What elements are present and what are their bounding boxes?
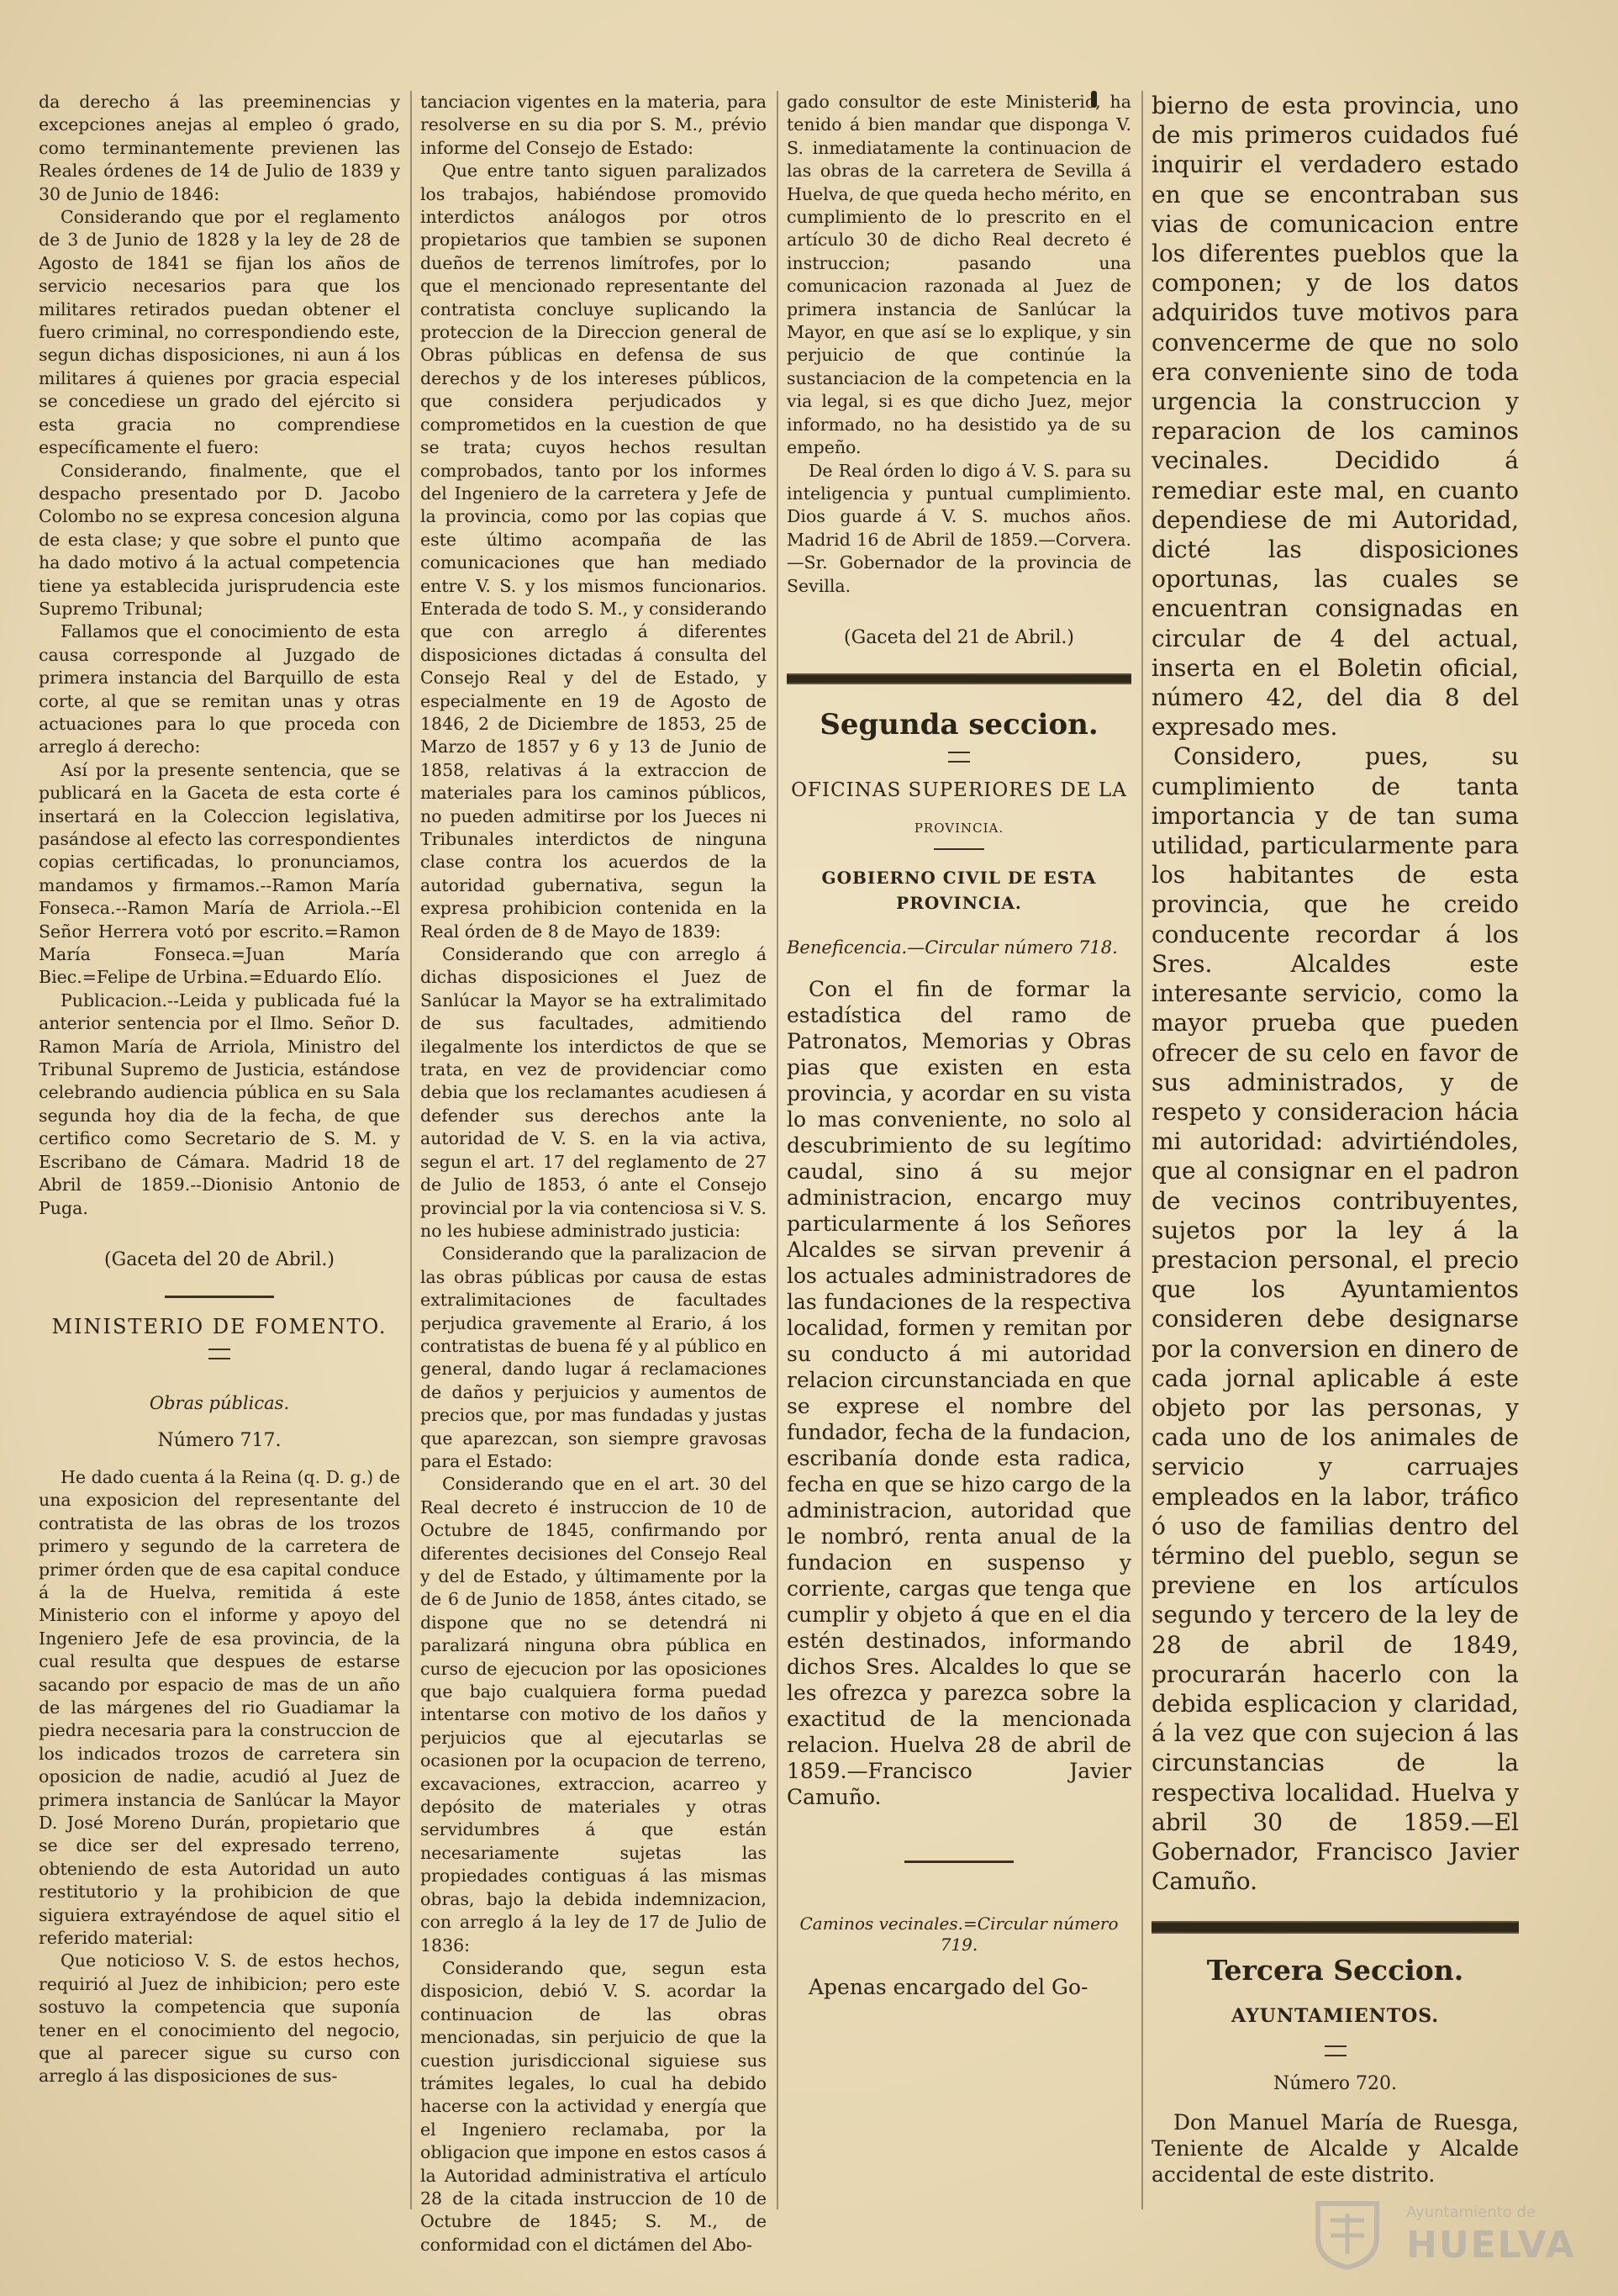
section-heading: MINISTERIO DE FOMENTO. xyxy=(51,1314,387,1338)
column-1 xyxy=(39,91,400,2088)
paragraph: Fallamos que el conocimiento de esta causa corresponde al Juzgado de primera instancia del Barquillo de esta corte, al que se remitan unas y otras actuaciones para lo que proceda con arreglo á derecho: xyxy=(39,621,400,757)
office-heading-sub: PROVINCIA. xyxy=(914,820,1004,836)
paragraph: De Real órden lo digo á V. S. para su inteligencia y puntual cumplimiento. Dios guarde á V. S. muchos años. Madrid 16 de Abril de 1859.—Corvera.—Sr. Gobernador de la provincia de Sevilla. xyxy=(787,460,1131,596)
watermark xyxy=(1305,2195,1574,2271)
paragraph: Considerando que por el reglamento de 3 de Junio de 1828 y la ley de 28 de Agosto de 1841 se fijan los años de servicio necesarios para que los militares retirados puedan obtener el fuero criminal, no correspondiendo este, segun dichas disposiciones, ni aun á los militares á quienes por gracia especial se concediese un grado del ejército si esta gracia no comprendiese específicamente el fuero: xyxy=(39,207,400,458)
shield-icon xyxy=(1305,2195,1389,2271)
watermark-line-1: Ayuntamiento de xyxy=(1406,2204,1536,2221)
heavy-rule xyxy=(787,673,1131,684)
office-heading: OFICINAS SUPERIORES DE LA xyxy=(791,779,1127,801)
paragraph: Considerando que, segun esta disposicion, debió V. S. acordar la continuacion de las obras mencionadas, sin perjuicio de que la cuestion jurisdiccional siguiese sus trámites legales, lo cual ha debido hacerse con la actividad y energía que el Ingeniero reclamaba, por la obligacion que impone en estos casos á la Autoridad administrativa el artículo 28 de la citada instruccion de 10 de Octubre de 1845; S. M., de conformidad con el dictámen del Abo- xyxy=(420,1957,767,2255)
gaceta-reference: (Gaceta del 20 de Abril.) xyxy=(104,1248,335,1270)
paragraph: Considerando que en el art. 30 del Real decreto é instruccion de 10 de Octubre de 1845, confirmando por diferentes decisiones del Consejo Real y del de Estado, y últimamente por la de 6 de Junio de 1858, ántes citado, se dispone que no se detendrá ni paralizará ninguna obra pública en curso de ejecucion por las oposiciones que bajo cualquiera forma puedad intentarse con motivo de los daños y perjuicios que al ejecutarlas se ocasionen por la ocupacion de terreno, excavaciones, extraccion, acarreo y depósito de materiales y otras servidumbres á que están necesariamente sujetas las propiedades contiguas á las mismas obras, bajo la debida indemnizacion, con arreglo á la ley de 17 de Julio de 1836: xyxy=(420,1474,767,1956)
paragraph: bierno de esta provincia, uno de mis primeros cuidados fué inquirir el verdadero estado en que se encontraban sus vias de comunicacion entre los diferentes pueblos que la componen; y de los datos adquiridos tuve motivos para convencerme de que no solo era conveniente sino de toda urgencia la construccion y reparacion de los caminos vecinales. Decidido á remediar este mal, en cuanto dependiese de mi Autoridad, dicté las disposiciones oportunas, las cuales se encuentran consignadas en circular de 4 del actual, inserta en el Boletin oficial, número 42, del dia 8 del expresado mes. xyxy=(1152,92,1519,742)
heavy-rule xyxy=(1152,1921,1519,1934)
number-label: Número 720. xyxy=(1273,2073,1398,2095)
ayuntamientos-heading: AYUNTAMIENTOS. xyxy=(1231,2005,1440,2028)
paragraph: Considero, pues, su cumplimiento de tanta importancia y de tan suma utilidad, particularmente para los habitantes de esta provincia, que he creido conducente recordar á los Sres. Alcaldes este interesante servicio, como la mayor prueba que pueden ofrecer de su celo en favor de sus administrados, y de respeto y consideracion hácia mi autoridad: advirtiéndoles, que al consignar en el padron de vecinos contribuyentes, sujetos por la ley á la prestacion personal, el precio que los Ayuntamientos consideren debe designarse por la conversion en dinero de cada jornal aplicable á este objeto por las personas, y cada uno de los animales de servicio y carruajes empleados en la labor, tráfico ó uso de familias dentro del término del pueblo, segun se previene en los artículos segundo y tercero de la ley de 28 de abril de 1849, procurarán hacerlo con la debida esplicacion y claridad, á la vez que con sujecion á las circunstancias de la respectiva localidad. Huelva y abril 30 de 1859.—El Gobernador, Francisco Javier Camuño. xyxy=(1152,742,1519,1896)
double-rule xyxy=(1325,2045,1347,2056)
paragraph: Con el fin de formar la estadística del ramo de Patronatos, Memorias y Obras pias que existen en esta provincia, y acordar en su vista lo mas conveniente, no solo al descubrimiento de su legítimo caudal, sino á su mejor administracion, encargo muy particularmente á los Señores Alcaldes se sirvan prevenir á los actuales administradores de las fundaciones de la respectiva localidad, formen y remitan por su conducto á mi autoridad relacion circunstanciada en que se exprese el nombre del fundador, fecha de la fundacion, escribanía donde esta radica, fecha en que se hizo cargo de la administracion, autoridad que le nombró, renta anual de la fundacion en suspenso y corriente, cargas que tenga que cumplir y objeto á que en el dia estén destinados, informando dichos Sres. Alcaldes lo que se les ofrezca y parezca sobre la exactitud de la mencionada relacion. Huelva 28 de abril de 1859.—Francisco Javier Camuño. xyxy=(787,976,1131,1809)
paragraph: He dado cuenta á la Reina (q. D. g.) de una exposicion del representante del contratista de las obras de los trozos primero y segundo de la carretera de primer órden que de esa capital conduce á la de Huelva, remitida á este Ministerio con el informe y apoyo del Ingeniero Jefe de esa provincia, de la cual resulta que despues de estarse sacando por espacio de mas de un año de las márgenes del rio Guadiamar la piedra necesaria para la construccion de los indicados trozos de carretera sin oposicion de nadie, acudió al Juez de primera instancia de Sanlúcar la Mayor D. José Moreno Durán, propietario que se dice ser del expresado terreno, obteniendo de esta Autoridad un auto restitutorio y la prohibicion de que siguiera extrayéndose de aquel sitio el referido material: xyxy=(39,1466,400,1949)
double-rule xyxy=(208,1349,230,1359)
paragraph: gado consultor de este Ministerio, ha tenido á bien mandar que disponga V. S. inmediatamente la continuacion de las obras de la carretera de Sevilla á Huelva, de que queda hecho mérito, en cumplimiento de lo prescrito en el artículo 30 de dicho Real decreto é instruccion; pasando una comunicacion razonada al Juez de primera instancia de Sanlúcar la Mayor, en que así se lo explique, y sin perjuicio de que continúe la sustanciacion de la competencia en la via legal, si es que dicho Juez, mejor informado, no ha desistido ya de su empeño. xyxy=(787,92,1131,458)
subheading: Obras públicas. xyxy=(149,1392,290,1413)
gaceta-reference: (Gaceta del 21 de Abril.) xyxy=(844,626,1074,648)
column-4 xyxy=(1152,91,1519,2188)
paragraph: tanciacion vigentes en la materia, para resolverse en su dia por S. M., prévio informe del Consejo de Estado: xyxy=(420,92,767,158)
column-2 xyxy=(420,91,767,2256)
paragraph: Considerando, finalmente, que el despacho presentado por D. Jacobo Colombo no se expresa concesion alguna de esta clase; y que sobre el punto que ha dado motivo á la actual competencia tiene ya establecida jurisprudencia este Supremo Tribunal; xyxy=(39,460,400,619)
government-heading: GOBIERNO CIVIL DE ESTA PROVINCIA. xyxy=(821,867,1097,913)
separator xyxy=(934,848,984,850)
separator xyxy=(904,1861,1014,1863)
paragraph: Don Manuel María de Ruesga, Teniente de Alcalde y Alcalde accidental de este distrito. xyxy=(1152,2110,1519,2188)
column-3 xyxy=(787,91,1131,2000)
circular-label: Beneficencia.—Circular número 718. xyxy=(787,937,1118,958)
section-title: Tercera Seccion. xyxy=(1206,1954,1464,1987)
paragraph: da derecho á las preeminencias y excepciones anejas al empleo ó grado, como terminantemente previenen las Reales órdenes de 14 de Julio de 1839 y 30 de Junio de 1846: xyxy=(39,92,400,204)
paragraph: Considerando que la paralizacion de las obras públicas por causa de estas extralimitaciones de facultades perjudica gravemente al Erario, á los contratistas de buena fé y al público en general, dando lugar á reclamaciones de daños y perjuicios y aumentos de precios que, por mas fundadas y justas que aparezcan, son siempre gravosas para el Estado: xyxy=(420,1243,767,1471)
paragraph: Así por la presente sentencia, que se publicará en la Gaceta de esta corte é insertará en la Coleccion legislativa, pasándose al efecto las correspondientes copias certificadas, lo pronunciamos, mandamos y firmamos.--Ramon María Fonseca.--Ramon María de Arriola.--El Señor Herrera votó por escrito.=Ramon María Fonseca.=Juan María Biec.=Felipe de Urbina.=Eduardo Elío. xyxy=(39,759,400,988)
paragraph: Considerando que con arreglo á dichas disposiciones el Juez de Sanlúcar la Mayor se ha extralimitado de sus facultades, admitiendo ilegalmente los interdictos de que se trata, en vez de providenciar como debia que los reclamantes acudiesen á defender sus derechos ante la autoridad de V. S. en la via activa, segun el art. 17 del reglamento de 27 de Julio de 1853, ó ante el Consejo provincial por la via contenciosa si V. S. no les hubiese administrado justicia: xyxy=(420,944,767,1241)
watermark-line-2: HUELVA xyxy=(1406,2224,1576,2267)
double-rule xyxy=(948,752,970,763)
circular-label: Caminos vecinales.=Circular número 719. xyxy=(799,1913,1119,1955)
number-label: Número 717. xyxy=(157,1429,282,1451)
separator xyxy=(165,1296,274,1298)
paragraph: Que entre tanto siguen paralizados los trabajos, habiéndose promovido interdictos análogos por otros propietarios que tambien se suponen dueños de terrenos limítrofes, por lo que el mencionado representante del contratista concluye suplicando la proteccion de la Direccion general de Obras públicas en defensa de sus derechos y de los intereses públicos, que considera perjudicados y comprometidos en la cuestion de que se trata; cuyos hechos resultan comprobados, tanto por los informes del Ingeniero de la carretera y Jefe de la provincia, como por las copias que este último acompaña de las comunicaciones que han mediado entre V. S. y los mismos funcionarios. Enterada de todo S. M., y considerando que con arreglo á diferentes disposiciones dictadas á consulta del Consejo Real y del de Estado, y especialmente en 19 de Agosto de 1846, 2 de Diciembre de 1853, 25 de Marzo de 1857 y 6 y 13 de Junio de 1858, relativas á la extraccion de materiales para los caminos públicos, no pueden admitirse por los Jueces ni Tribunales interdictos de ninguna clase contra los acuerdos de la autoridad gubernativa, segun la expresa prohibicion contenida en la Real órden de 8 de Mayo de 1839: xyxy=(420,161,767,942)
column-rule xyxy=(410,91,412,2209)
column-rule xyxy=(777,91,778,2209)
column-rule xyxy=(1141,91,1143,2209)
paragraph: Que noticioso V. S. de estos hechos, requirió al Juez de inhibicion; pero este sostuvo la competencia que suponía tener en el conocimiento del negocio, que al parecer sigue su curso con arreglo á las disposiciones de sus- xyxy=(39,1950,400,2087)
section-title: Segunda seccion. xyxy=(820,707,1099,742)
paragraph: Publicacion.--Leida y publicada fué la anterior sentencia por el Ilmo. Señor D. Ramon María de Arriola, Ministro del Tribunal Supremo de Justicia, estándose celebrando audiencia pública en su Sala segunda hoy dia de la fecha, de que certifico como Secretario de S. M. y Escribano de Cámara. Madrid 18 de Abril de 1859.--Dionisio Antonio de Puga. xyxy=(39,990,400,1218)
paragraph: Apenas encargado del Go- xyxy=(809,1974,1088,1999)
